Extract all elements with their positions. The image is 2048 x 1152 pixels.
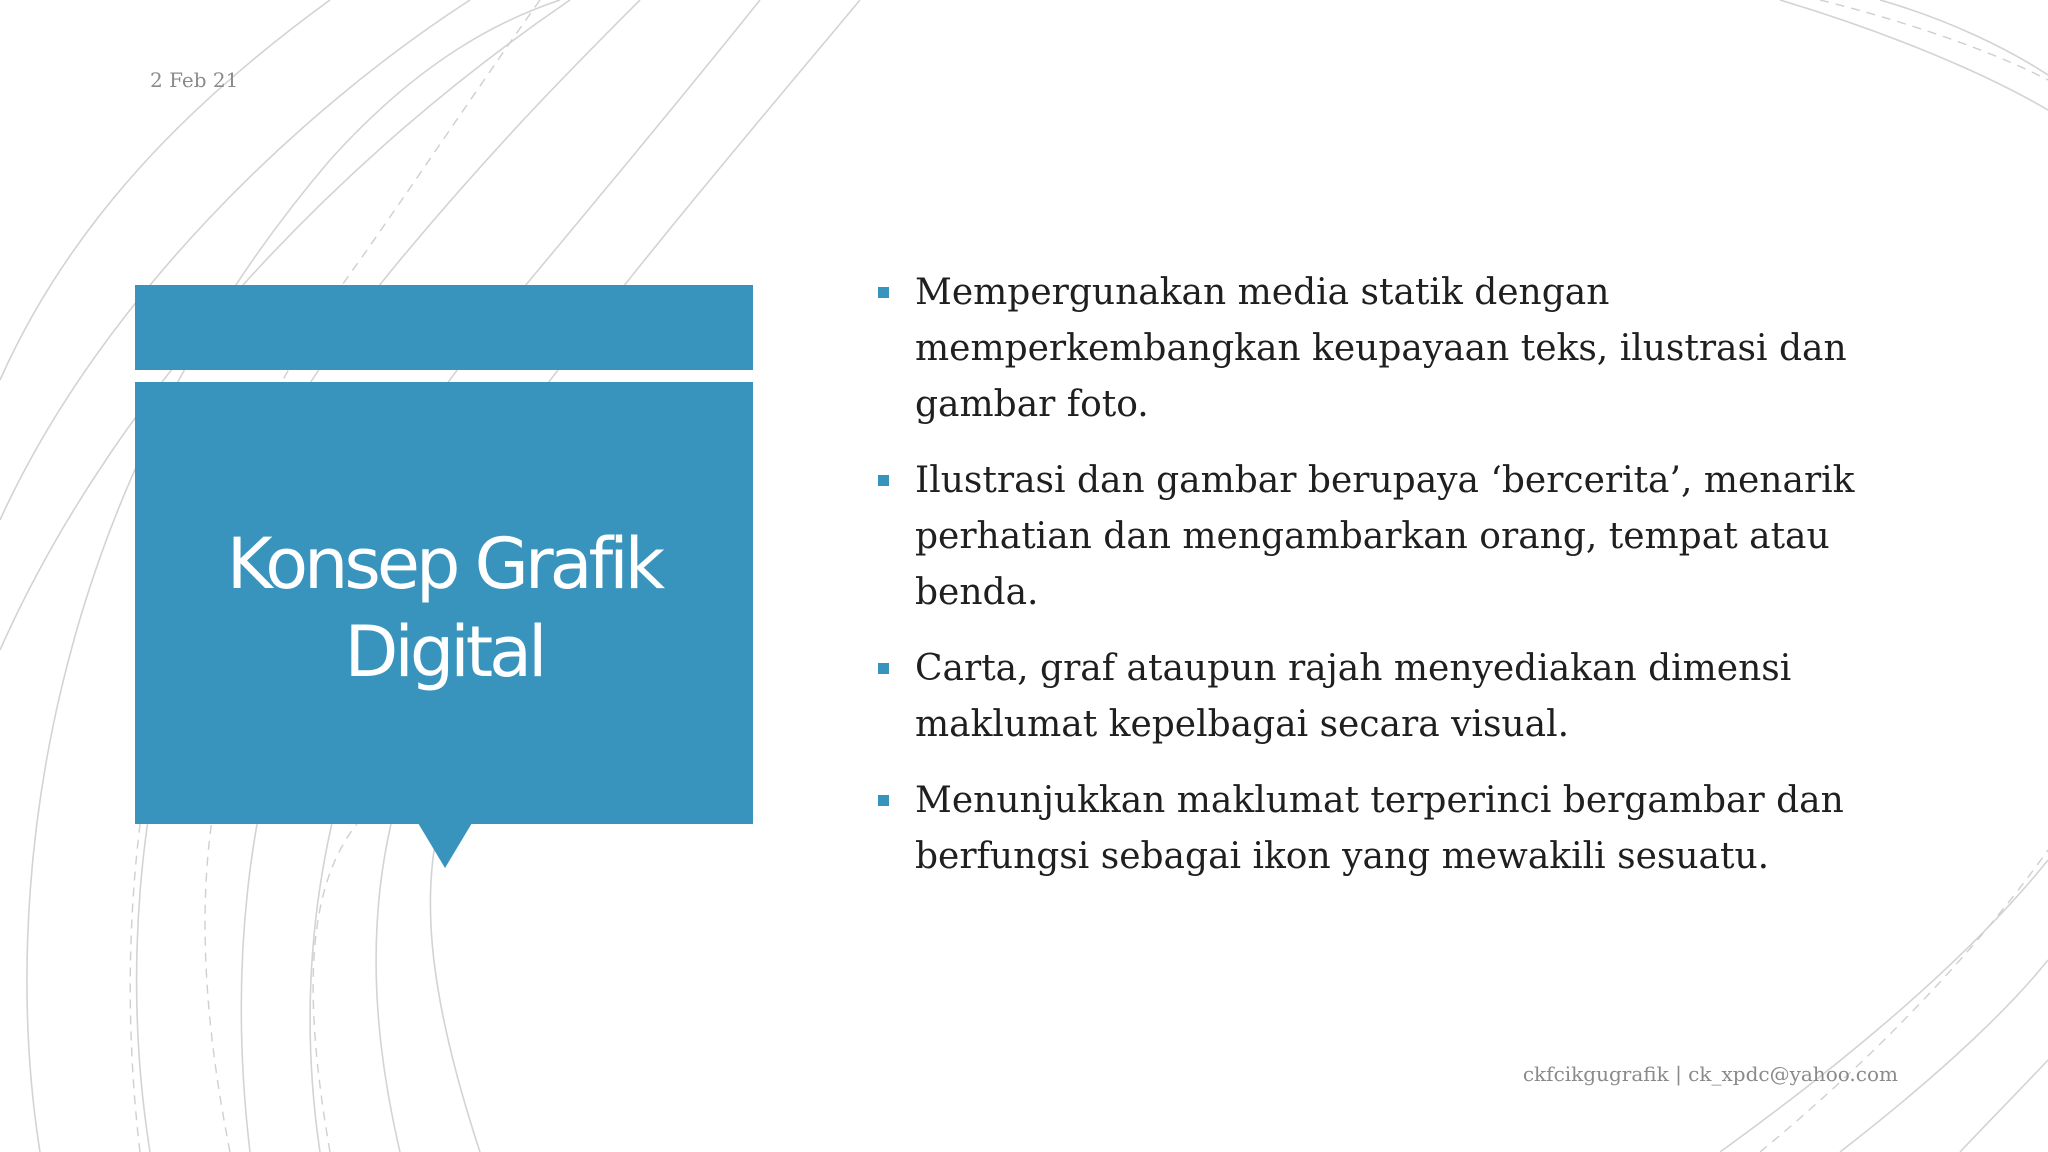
slide-title-line: Digital [344, 611, 544, 693]
square-bullet-icon [878, 287, 889, 298]
square-bullet-icon [878, 795, 889, 806]
square-bullet-icon [878, 475, 889, 486]
decor-arc [1840, 960, 2048, 1152]
bullet-text: Ilustrasi dan gambar berupaya ‘bercerita’, menarik perhatian dan mengambarkan orang, tempat atau benda. [915, 460, 1855, 613]
title-accent-bar [135, 285, 753, 370]
bullet-item [878, 453, 1888, 621]
bullet-item [878, 265, 1888, 433]
slide-title [227, 520, 661, 696]
decor-dashed-arc [313, 820, 360, 1152]
bullet-text: Mempergunakan media statik dengan memperkembangkan keupayaan teks, ilustrasi dan gambar foto. [915, 272, 1847, 425]
decor-dashed-arc [1820, 0, 2048, 80]
decor-arc [430, 820, 480, 1152]
slide-date: 2 Feb 21 [150, 68, 239, 92]
bullet-text: Carta, graf ataupun rajah menyediakan dimensi maklumat kepelbagai secara visual. [915, 648, 1792, 745]
square-bullet-icon [878, 663, 889, 674]
decor-arc [1780, 0, 2048, 110]
bullet-item [878, 641, 1888, 753]
bullet-item [878, 773, 1888, 885]
title-box [135, 382, 753, 824]
bullet-text: Menunjukkan maklumat terperinci bergambar dan berfungsi sebagai ikon yang mewakili sesuatu. [915, 780, 1844, 877]
slide-footer: ckfcikgugrafik | ck_xpdc@yahoo.com [1522, 1062, 1898, 1086]
decor-arc [1960, 1060, 2048, 1152]
title-pointer [418, 823, 472, 868]
bullet-list [878, 265, 1888, 905]
decor-arc [1880, 0, 2048, 75]
slide-title-line: Konsep Grafik [226, 523, 662, 605]
